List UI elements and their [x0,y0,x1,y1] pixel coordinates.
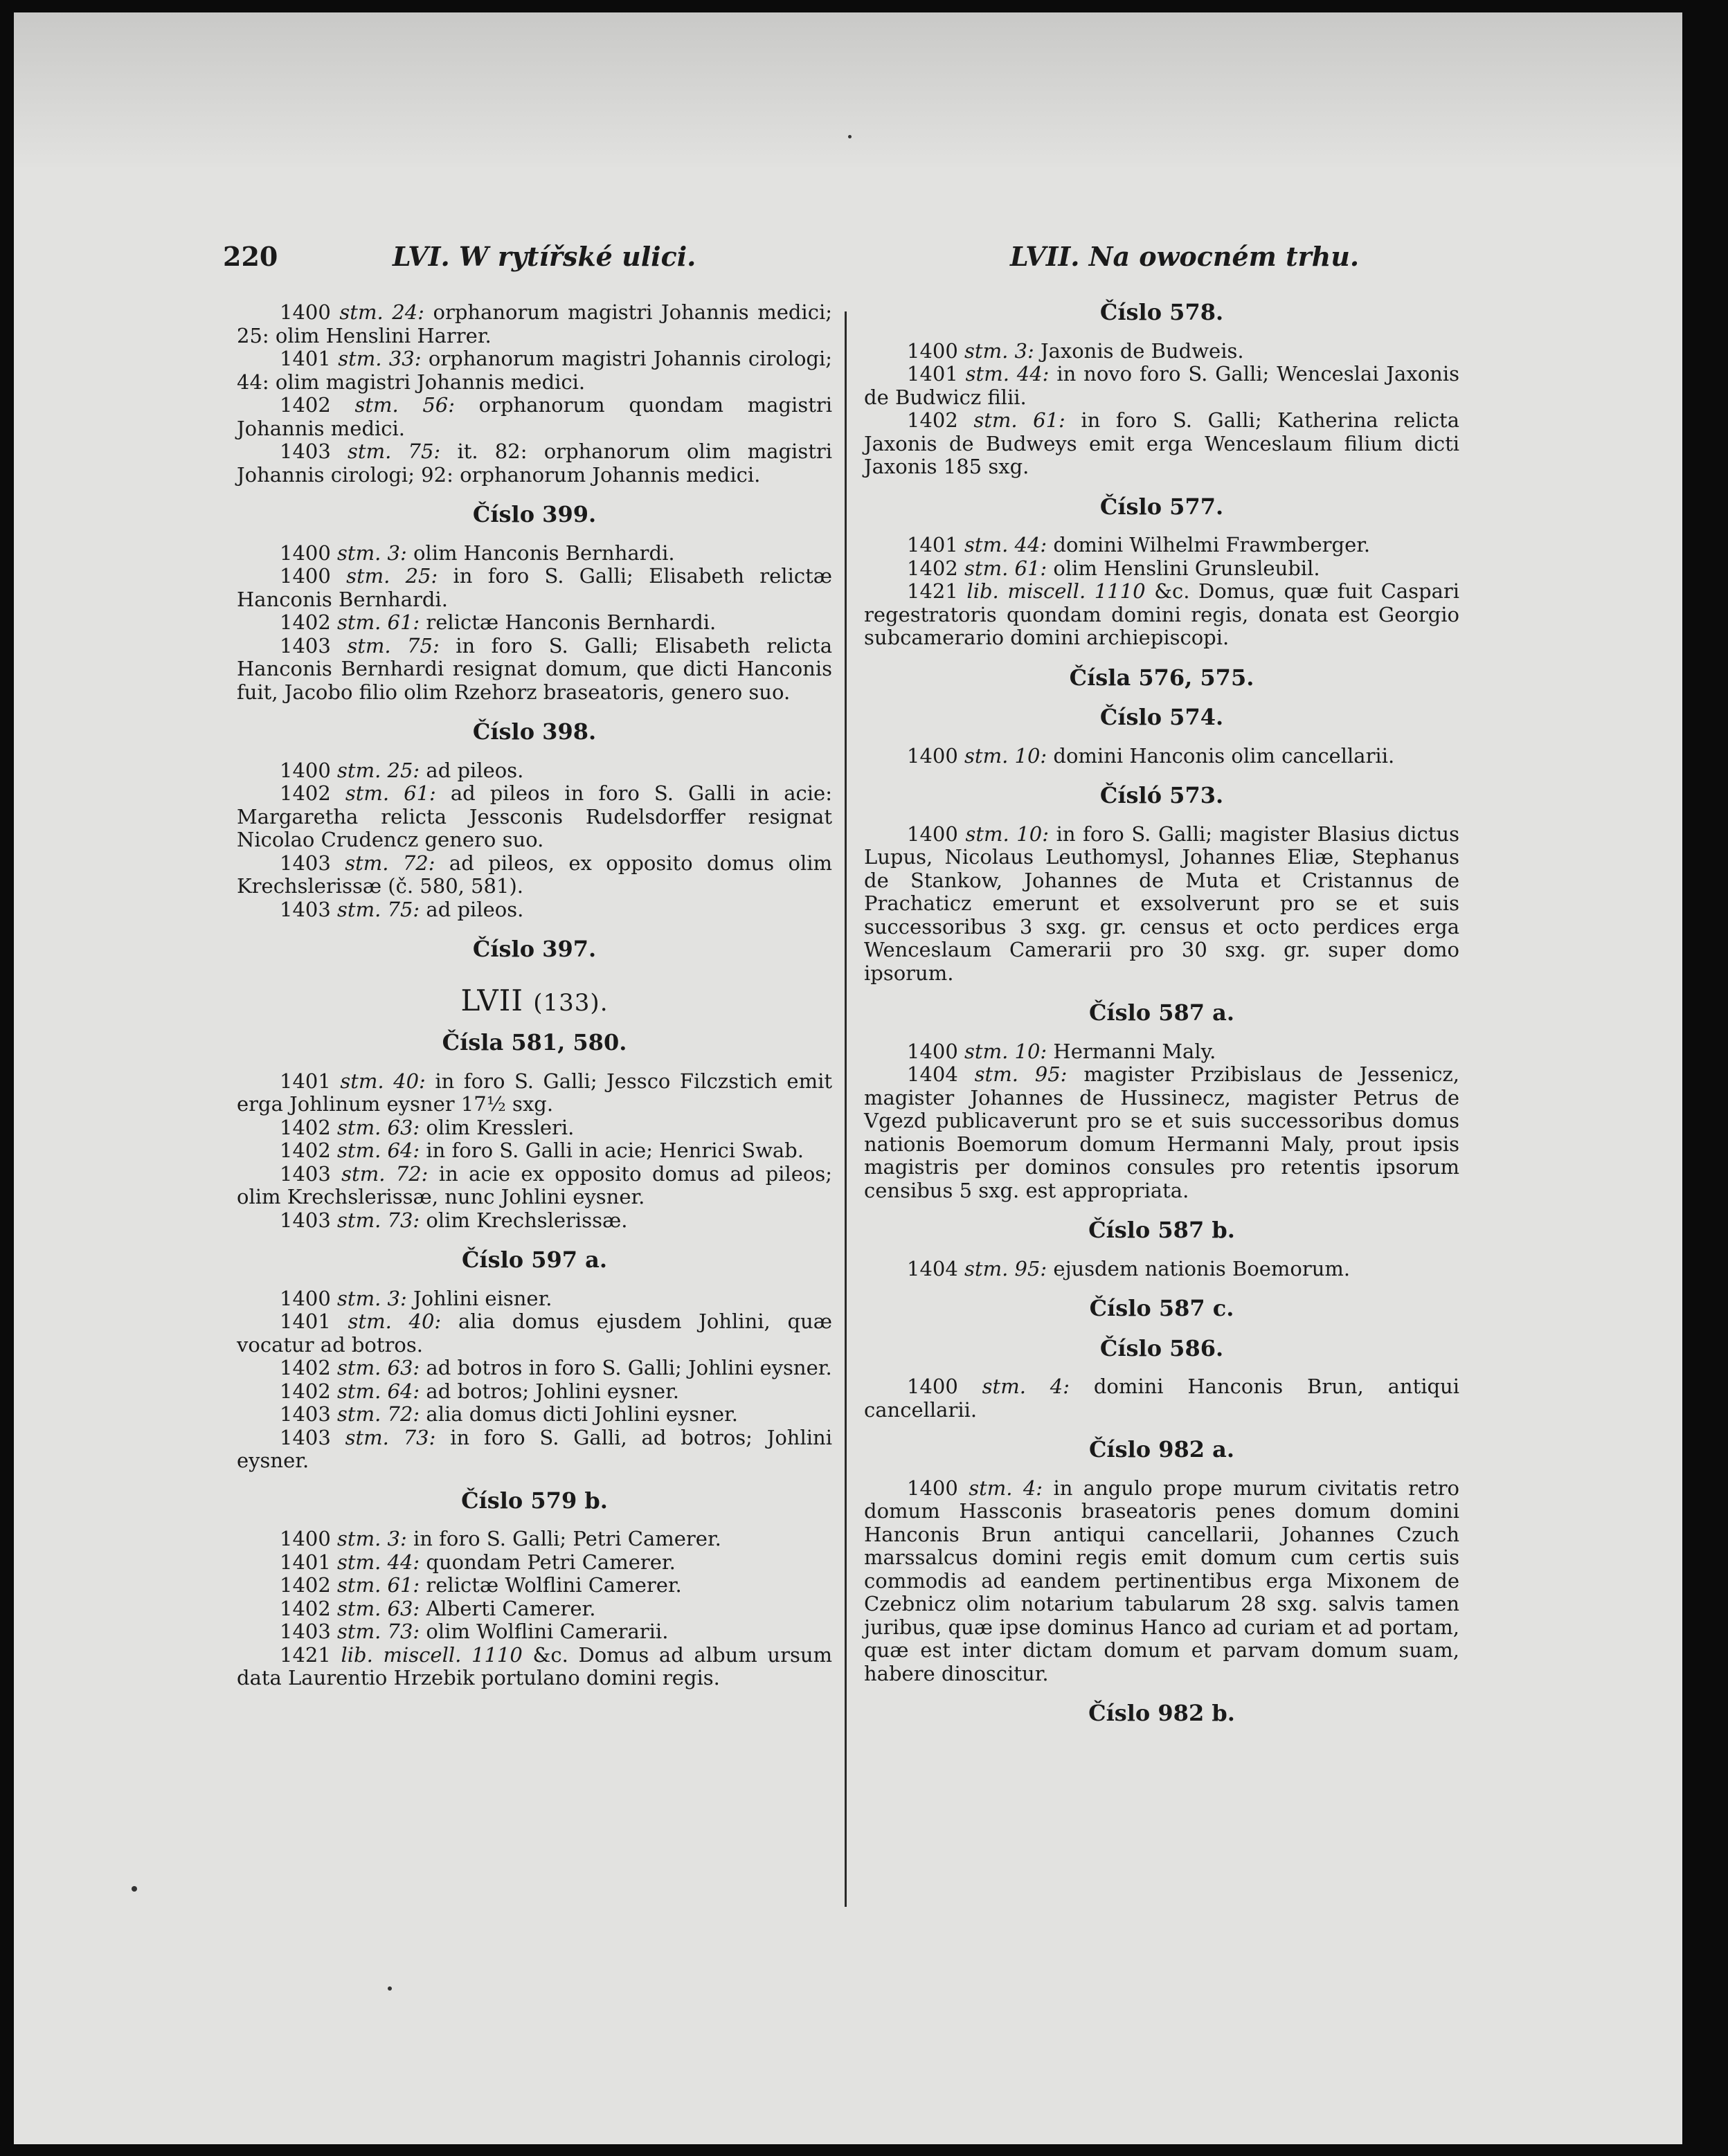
entry-year: 1400 [280,1527,331,1550]
running-header [223,241,1414,282]
entry-reference: stm. 75: [337,897,420,921]
record-entry [237,1287,832,1311]
entry-text: alia domus ejusdem Johlini, quæ vocatur ad botros. [237,1310,832,1357]
entry-text: domini Hanconis olim cancellarii. [1053,743,1395,768]
entry-reference: stm. 61: [337,610,420,634]
entry-year: 1402 [907,556,958,580]
entry-year: 1402 [907,408,958,432]
record-entry [237,1620,832,1644]
entry-year: 1401 [907,533,958,556]
entry-text: it. 82: orphanorum olim magistri Johannis cirologi; 92: orphanorum Johannis medici. [237,440,833,487]
entry-year: 1421 [907,579,958,603]
record-entry [237,1597,832,1621]
section-heading: Číslo 399. [472,501,597,527]
record-entry [237,347,832,394]
entry-year: 1403 [280,633,331,658]
entry-reference: stm. 75: [347,633,440,658]
section-heading: Čísla 576, 575. [1069,664,1254,691]
entry-reference: stm. 61: [964,556,1047,580]
entry-reference: stm. 73: [337,1208,420,1232]
entry-year: 1400 [907,1375,958,1398]
section-heading: Čísla 581, 580. [442,1029,627,1056]
record-entry [864,340,1459,363]
scan-speck [132,1886,137,1892]
entry-reference: stm. 10: [964,743,1047,768]
record-entry [237,440,832,487]
section-heading: Číslo 579 b. [461,1487,608,1514]
entry-reference: stm. 4: [969,1476,1043,1500]
entry-year: 1402 [280,781,331,805]
entry-text: olim Henslini Grunsleubil. [1053,556,1320,580]
entry-text: domini Wilhelmi Frawmberger. [1053,533,1371,556]
entry-year: 1402 [280,1139,331,1162]
record-entry [864,1258,1459,1281]
record-entry [237,782,832,852]
record-entry [864,409,1459,479]
entry-text: orphanorum magistri Johannis medici; 25: olim Henslini Harrer. [237,300,832,347]
entry-reference: stm. 75: [348,440,441,463]
entry-text: in foro S. Galli; Elisabeth relictæ Hanconis Bernhardi. [237,564,832,611]
entry-text: olim Hanconis Bernhardi. [413,541,675,565]
entry-year: 1400 [907,822,958,846]
record-entry [237,1574,832,1597]
record-entry [237,1116,832,1140]
entry-reference: lib. miscell. 1110 [966,579,1146,603]
entry-year: 1402 [280,1356,331,1379]
entry-text: in foro S. Galli in acie; Henrici Swab. [426,1139,804,1162]
section-heading: Číslo 578. [1099,299,1224,325]
entry-year: 1402 [280,1573,331,1597]
page-number: 220 [223,241,278,272]
entry-text: in foro S. Galli; Jessco Filczstich emit erga Johlinum eysner 17½ sxg. [237,1069,832,1116]
entry-reference: stm. 72: [341,1161,429,1186]
entry-reference: stm. 44: [964,533,1047,556]
record-entry [237,759,832,783]
record-entry [237,1551,832,1575]
entry-year: 1401 [280,1069,331,1093]
record-entry [237,1070,832,1116]
record-entry [237,1528,832,1551]
entry-reference: stm. 61: [973,408,1065,432]
entry-text: olim Kressleri. [426,1115,575,1139]
section-heading: Číslo 597 a. [461,1247,608,1273]
entry-text: in foro S. Galli, ad botros; Johlini eysner. [237,1425,832,1472]
chapter-heading [237,983,832,1017]
entry-text: ad botros in foro S. Galli; Johlini eysner. [426,1356,832,1379]
scan-speck [848,135,852,138]
entry-text: olim Wolflini Camerarii. [426,1620,669,1643]
entry-text: ejusdem nationis Boemorum. [1053,1256,1351,1280]
entry-text: alia domus dicti Johlini eysner. [426,1402,738,1426]
entry-reference: stm. 33: [338,347,422,370]
record-entry [864,745,1459,768]
entry-year: 1400 [280,1286,331,1310]
entry-reference: stm. 40: [340,1069,426,1093]
record-entry [237,301,832,347]
record-entry [864,580,1459,650]
record-entry [237,542,832,565]
entry-year: 1400 [907,743,958,768]
entry-year: 1401 [907,362,958,386]
right-column [864,301,1459,1741]
entry-text: relictæ Wolflini Camerer. [426,1573,682,1597]
section-heading: Číslo 577. [1099,493,1224,520]
record-entry [237,1310,832,1357]
entry-reference: stm. 72: [345,851,435,875]
entry-reference: lib. miscell. 1110 [341,1642,523,1667]
section-heading: Číslo 397. [472,936,597,962]
entry-reference: stm. 3: [964,338,1034,363]
entry-text: ad pileos, ex opposito domus olim Krechslerissæ (č. 580, 581). [237,851,832,898]
record-entry [237,635,832,705]
chapter-roman: LVII [460,983,523,1017]
entry-text: in foro S. Galli; Elisabeth relicta Hanconis Bernhardi resignat domum, que dicti Hanconis fuit, Jacobo filio olim Rzehorz braseatoris, genero suo. [237,633,832,704]
entry-year: 1401 [280,347,331,370]
entry-year: 1402 [280,1379,331,1403]
entry-reference: stm. 61: [345,781,436,805]
entry-reference: stm. 10: [964,1039,1047,1063]
record-entry [237,1380,832,1404]
entry-year: 1403 [280,1402,331,1426]
entry-reference: stm. 72: [337,1402,420,1426]
entry-year: 1403 [280,1620,331,1643]
entry-reference: stm. 3: [337,541,407,565]
record-entry [237,898,832,922]
entry-reference: stm. 64: [337,1139,420,1162]
entry-reference: stm. 61: [337,1573,420,1597]
record-entry [237,1163,832,1209]
entry-year: 1403 [280,897,331,921]
entry-reference: stm. 63: [337,1356,420,1379]
entry-year: 1403 [280,1161,331,1186]
record-entry [864,1477,1459,1686]
entry-text: ad pileos. [426,897,524,921]
entry-reference: stm. 44: [337,1550,420,1574]
entry-text: &c. Domus, quæ fuit Caspari regestratoris quondam domini regis, donata est Georgio subcamerario domini archiepiscopi. [864,579,1460,649]
entry-year: 1403 [280,851,331,875]
section-heading: Čísló 573. [1099,782,1224,808]
entry-text: domini Hanconis Brun, antiqui cancellarii. [864,1375,1460,1422]
entry-text: in acie ex opposito domus ad pileos; olim Krechslerissæ, nunc Johlini eysner. [237,1161,833,1208]
entry-text: ad pileos in foro S. Galli in acie: Margaretha relicta Jessconis Rudelsdorffer resignat Nicolao Crudencz genero suo. [237,781,832,851]
left-column [237,301,832,1690]
entry-text: &c. Domus ad album ursum data Laurentio Hrzebik portulano domini regis. [237,1642,833,1690]
entry-text: relictæ Hanconis Bernhardi. [426,610,717,634]
scan-speck [388,1986,392,1991]
record-entry [237,852,832,898]
entry-reference: stm. 40: [348,1310,442,1333]
entry-text: orphanorum magistri Johannis cirologi; 44: olim magistri Johannis medici. [237,347,833,394]
entry-reference: stm. 95: [964,1256,1047,1280]
right-running-title: LVII. Na owocném trhu. [1010,241,1360,272]
entry-text: ad pileos. [426,758,524,782]
record-entry [864,534,1459,557]
entry-text: Alberti Camerer. [426,1596,596,1620]
entry-reference: stm. 63: [337,1596,420,1620]
entry-year: 1400 [280,758,331,782]
entry-text: Johlini eisner. [413,1286,552,1310]
entry-text: in foro S. Galli; Katherina relicta Jaxonis de Budweys emit erga Wenceslaum filium dicti Jaxonis 185 sxg. [864,408,1459,478]
entry-text: magister Przibislaus de Jessenicz, magister Johannes de Hussinecz, magister Petrus de Vgezd publicaverunt pro se et suis successoribus domus nationis Boemorum domum Hermanni Maly, prout ipsis magistris per dominos consules pro retentis ipsorum censibus 5 sxg. est appropriata. [864,1062,1459,1202]
entry-year: 1402 [280,610,331,634]
entry-reference: stm. 4: [982,1375,1070,1398]
record-entry [237,1209,832,1233]
entry-year: 1421 [280,1642,331,1667]
record-entry [864,363,1459,409]
entry-year: 1403 [280,1425,331,1449]
entry-year: 1404 [907,1256,958,1280]
entry-text: olim Krechslerissæ. [426,1208,628,1232]
entry-reference: stm. 95: [974,1062,1068,1086]
entry-reference: stm. 3: [337,1527,407,1550]
entry-year: 1403 [280,440,331,463]
entry-year: 1403 [280,1208,331,1232]
record-entry [237,1644,832,1690]
entry-year: 1404 [907,1062,958,1086]
entry-text: ad botros; Johlini eysner. [426,1379,679,1403]
entry-year: 1402 [280,1115,331,1139]
column-divider [845,311,847,1907]
entry-reference: stm. 56: [354,393,456,417]
entry-reference: stm. 24: [339,300,424,324]
section-heading: Číslo 398. [472,718,597,745]
entry-reference: stm. 44: [965,362,1050,386]
record-entry [237,1426,832,1473]
section-heading: Číslo 587 b. [1088,1217,1235,1243]
entry-reference: stm. 73: [345,1425,436,1449]
entry-text: in foro S. Galli; Petri Camerer. [413,1527,721,1550]
record-entry [864,823,1459,986]
entry-year: 1400 [280,300,331,324]
entry-year: 1400 [907,338,958,363]
entry-text: in angulo prope murum civitatis retro domum Hassconis braseatoris penes domum domini Hanconis Brun antiqui cancellarii, Johannes Czuch marssalcus domini regis emit domum cum certis suis commodis ad eandem pertinentibus erga Mixonem de Czebnicz olim notarium tabularum 28 sxg. salvis tamen juribus, quæ ipse dominus Hanco ad curiam et ad portam, quæ est inter dictam domum et parvam domum suam, habere dinoscitur. [864,1476,1460,1685]
entry-text: Hermanni Maly. [1053,1039,1216,1063]
record-entry [237,1357,832,1380]
entry-reference: stm. 25: [337,758,420,782]
section-heading: Číslo 586. [1099,1334,1224,1361]
record-entry [237,1403,832,1426]
entry-year: 1401 [280,1310,331,1333]
entry-reference: stm. 3: [337,1286,407,1310]
entry-text: quondam Petri Camerer. [426,1550,676,1574]
section-heading: Číslo 574. [1099,704,1224,730]
entry-reference: stm. 73: [337,1620,420,1643]
section-heading: Číslo 982 b. [1088,1700,1235,1726]
entry-year: 1400 [907,1476,958,1500]
entry-text: orphanorum quondam magistri Johannis medici. [237,393,832,440]
entry-text: in novo foro S. Galli; Wenceslai Jaxonis de Budwicz filii. [864,362,1459,409]
record-entry [237,394,832,440]
entry-year: 1400 [907,1039,958,1063]
entry-reference: stm. 63: [337,1115,420,1139]
section-heading: Číslo 587 a. [1088,999,1235,1026]
entry-reference: stm. 64: [337,1379,420,1403]
record-entry [864,1063,1459,1202]
record-entry [237,1139,832,1163]
entry-year: 1400 [280,541,331,565]
entry-text: Jaxonis de Budweis. [1040,338,1244,363]
entry-year: 1402 [280,393,331,417]
record-entry [237,611,832,635]
scan-shadow [14,12,1682,172]
entry-reference: stm. 10: [965,822,1049,846]
record-entry [864,1040,1459,1064]
entry-year: 1401 [280,1550,331,1574]
record-entry [237,565,832,611]
section-heading: Číslo 982 a. [1088,1436,1235,1462]
entry-reference: stm. 25: [346,564,438,588]
left-running-title: LVI. W rytířské ulici. [393,241,696,272]
entry-year: 1400 [280,564,331,588]
chapter-number: (133). [533,988,609,1017]
section-heading: Číslo 587 c. [1089,1295,1234,1321]
entry-text: in foro S. Galli; magister Blasius dictus Lupus, Nicolaus Leuthomysl, Johannes Eliæ, Stephanus de Stankow, Johannes de Muta et Cristannus de Prachaticz emerunt et exsolverunt pro se et suis successoribus 3 sxg. gr. census et octo perdices erga Wenceslaum Camerarii pro 30 sxg. gr. super domo ipsorum. [864,822,1459,985]
record-entry [864,557,1459,581]
record-entry [864,1375,1459,1422]
entry-year: 1402 [280,1596,331,1620]
